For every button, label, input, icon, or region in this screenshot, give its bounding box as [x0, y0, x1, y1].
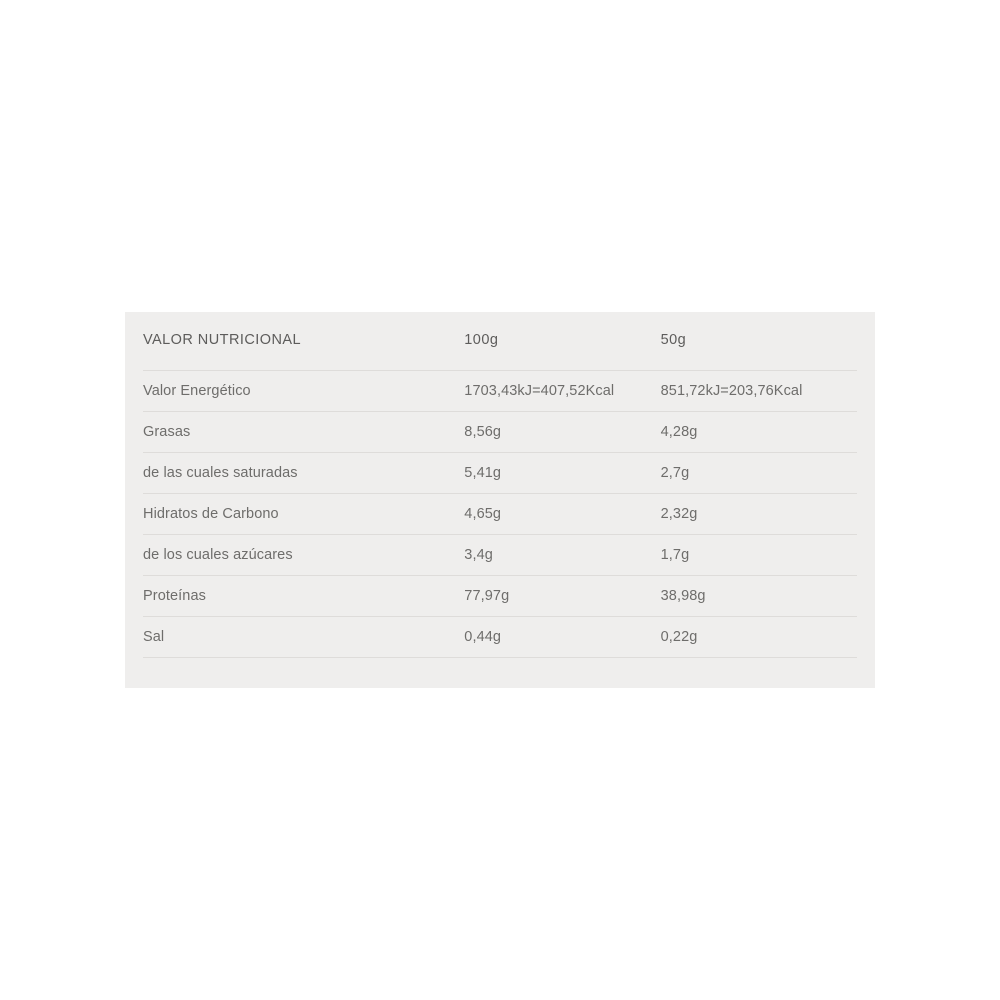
row-value-100g-text: 8,56g: [464, 423, 502, 440]
row-label-text: Valor Energético: [143, 382, 251, 399]
row-label-cell: [143, 575, 464, 616]
column-header-50g: [661, 312, 857, 370]
row-value-100g-text: 0,44g: [464, 628, 502, 645]
row-value-50g-text: 4,28g: [660, 423, 698, 440]
row-label-text: de las cuales saturadas: [143, 464, 298, 481]
table-row: [143, 575, 857, 616]
row-value-50g-cell: [661, 575, 857, 616]
row-value-100g-text: 3,4g: [464, 546, 493, 563]
row-value-100g-cell: [464, 411, 660, 452]
row-label-cell: [143, 452, 464, 493]
table-header-row: [143, 312, 857, 370]
row-value-100g-cell: [464, 370, 660, 411]
row-value-100g-cell: [464, 493, 660, 534]
column-header-50g-text: 50g: [660, 332, 687, 349]
row-value-50g-cell: [661, 493, 857, 534]
row-label-cell: [143, 493, 464, 534]
column-header-nutrient-text: VALOR NUTRICIONAL: [143, 332, 302, 349]
row-value-50g-cell: [661, 411, 857, 452]
column-header-100g: [464, 312, 660, 370]
nutrition-table: [143, 312, 857, 658]
row-value-100g-cell: [464, 452, 660, 493]
table-row: [143, 493, 857, 534]
row-label-text: Hidratos de Carbono: [143, 505, 279, 522]
row-value-50g-text: 1,7g: [660, 546, 690, 563]
row-value-50g-text: 2,32g: [660, 505, 698, 522]
table-row: [143, 616, 857, 657]
row-value-50g-text: 0,22g: [660, 628, 698, 645]
row-value-50g-cell: [661, 534, 857, 575]
row-value-100g-text: 77,97g: [464, 587, 510, 604]
row-label-cell: [143, 616, 464, 657]
column-header-nutrient: [143, 312, 464, 370]
row-value-50g-text: 38,98g: [660, 587, 706, 604]
table-header: [143, 312, 857, 370]
nutrition-facts-panel: [125, 312, 875, 688]
table-row: [143, 534, 857, 575]
row-label-text: Proteínas: [143, 587, 206, 604]
table-row: [143, 452, 857, 493]
row-label-cell: [143, 534, 464, 575]
row-label-text: de los cuales azúcares: [143, 546, 293, 563]
table-row: [143, 370, 857, 411]
row-value-50g-cell: [661, 370, 857, 411]
row-value-50g-text: 851,72kJ=203,76Kcal: [660, 382, 803, 399]
row-label-text: Sal: [143, 628, 165, 645]
row-value-50g-cell: [661, 452, 857, 493]
row-value-100g-cell: [464, 575, 660, 616]
row-value-50g-cell: [661, 616, 857, 657]
row-label-cell: [143, 411, 464, 452]
row-value-50g-text: 2,7g: [660, 464, 690, 481]
table-row: [143, 411, 857, 452]
row-value-100g-cell: [464, 534, 660, 575]
row-value-100g-cell: [464, 616, 660, 657]
row-value-100g-text: 5,41g: [464, 464, 502, 481]
column-header-100g-text: 100g: [464, 332, 499, 349]
row-label-cell: [143, 370, 464, 411]
row-label-text: Grasas: [143, 423, 191, 440]
row-value-100g-text: 1703,43kJ=407,52Kcal: [464, 382, 615, 399]
row-value-100g-text: 4,65g: [464, 505, 502, 522]
table-body: [143, 370, 857, 657]
